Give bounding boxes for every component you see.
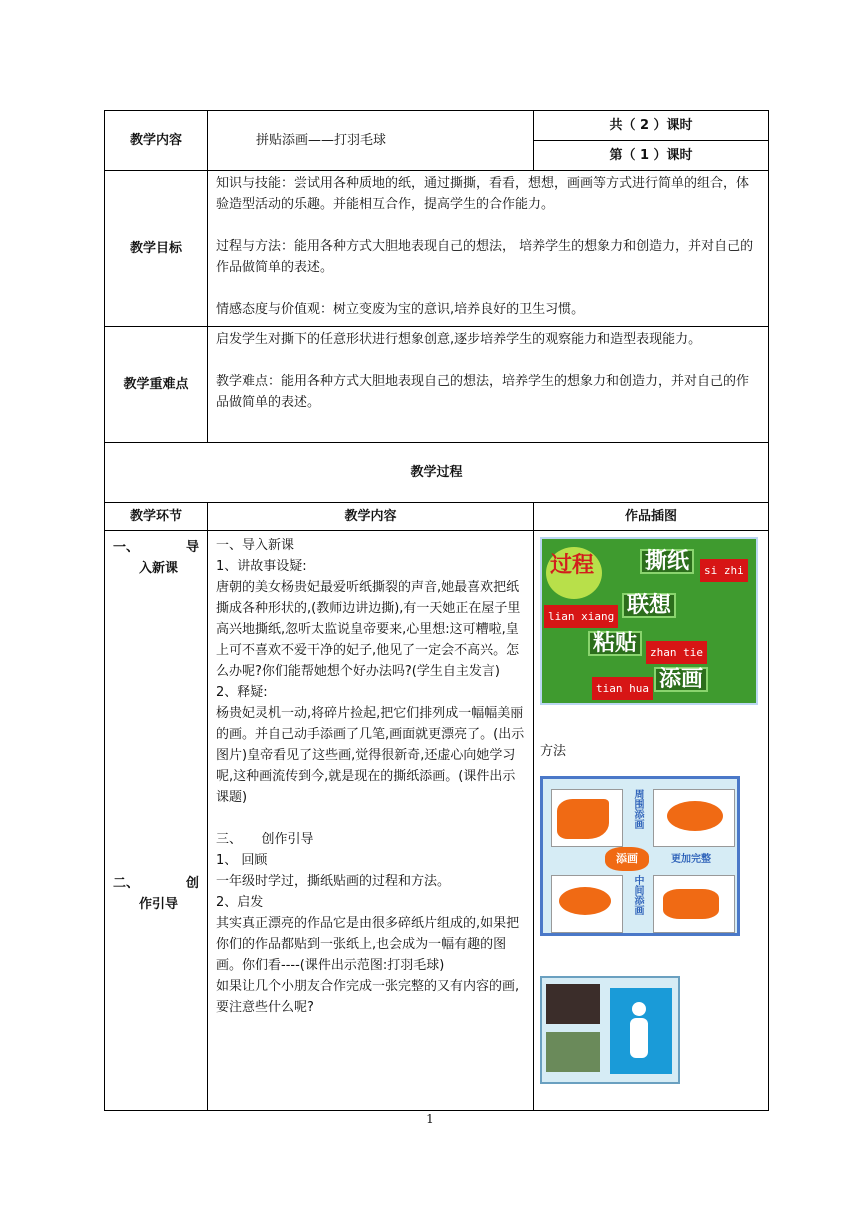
- difficult-point: 教学难点：能用各种方式大胆地表现自己的想法，培养学生的想象力和创造力，并对自己的作品做简单的表述。: [216, 374, 750, 410]
- figure1-word2: 联想: [622, 593, 676, 618]
- content-label: 教学内容: [105, 111, 208, 171]
- figure1-pinyin3: zhan tie: [646, 641, 707, 664]
- content-line: 唐朝的美女杨贵妃最爱听纸撕裂的声音,她最喜欢把纸撕成各种形状的,(教师边讲边撕),有一天她正在屋子里高兴地撕纸,忽听太监说皇帝要来,心里想:这可糟啦,皇上可不喜欢不爱干净的妃子,他见了一定会不高兴。怎么办呢?你们能帮她想个好办法吗?(学生自主发言): [216, 580, 521, 679]
- figure1-pinyin2: lian xiang: [544, 605, 618, 628]
- figure1-word3: 粘贴: [588, 631, 642, 656]
- objectives-label: 教学目标: [105, 171, 208, 327]
- figure-column: [534, 531, 769, 1111]
- badminton-figure: [540, 976, 680, 1084]
- stage2-number: 二、: [113, 876, 140, 891]
- lesson-plan-table: [104, 110, 769, 1111]
- method-figure: [540, 776, 740, 936]
- content-line: 三、 创作引导: [216, 832, 314, 847]
- content-line: 如果让几个小朋友合作完成一张完整的又有内容的画,要注意些什么呢?: [216, 979, 520, 1015]
- figure1-pinyin4: tian hua: [592, 677, 653, 700]
- objectives-text: [208, 171, 769, 327]
- page-number: 1: [426, 1112, 434, 1126]
- difficulties-text: [208, 327, 769, 443]
- total-periods: 共（ 2 ）课时: [534, 111, 769, 141]
- figure1-word1: 撕纸: [640, 549, 694, 574]
- label-surround: 周围添画: [632, 789, 643, 829]
- current-period: 第（ 1 ）课时: [534, 141, 769, 171]
- content-line: 1、 回顾: [216, 853, 268, 868]
- stage1-number: 一、: [113, 540, 140, 555]
- process-figure: [540, 537, 758, 705]
- stage2-rest: 作引导: [139, 897, 179, 912]
- stage1-char: 导: [185, 540, 199, 555]
- objective-emotion: 情感态度与价值观：树立变废为宝的意识,培养良好的卫生习惯。: [216, 302, 585, 317]
- label-complete: 更加完整: [671, 854, 711, 865]
- stage1-rest: 入新课: [139, 561, 179, 576]
- difficulties-label: 教学重难点: [105, 327, 208, 443]
- content-line: 一、导入新课: [216, 538, 295, 553]
- content-line: 杨贵妃灵机一动,将碎片捡起,把它们排列成一幅幅美丽的画。并自己动手添画了几笔,画面就更漂亮了。(出示图片)皇帝看见了这些画,觉得很新奇,还虚心向她学习呢,这种画流传到今,就是现在的撕纸添画。(课件出示课题): [216, 706, 525, 805]
- content-line: 2、启发: [216, 895, 264, 910]
- figure1-title: 过程: [550, 552, 595, 578]
- objective-knowledge: 知识与技能：尝试用各种质地的纸，通过撕撕，看看，想想，画画等方式进行简单的组合，体验造型活动的乐趣。并能相互合作，提高学生的合作能力。: [216, 176, 750, 212]
- stage-column: [105, 531, 208, 1111]
- label-center: 添画: [605, 847, 649, 871]
- col-content: 教学内容: [208, 503, 534, 531]
- figure-caption: 方法: [540, 744, 567, 759]
- col-figure: 作品插图: [534, 503, 769, 531]
- content-line: 1、讲故事设疑:: [216, 559, 307, 574]
- key-point: 启发学生对撕下的任意形状进行想象创意,逐步培养学生的观察能力和造型表现能力。: [216, 332, 702, 347]
- lesson-title: 拼贴添画——打羽毛球: [208, 111, 534, 171]
- label-middle: 中间添画: [632, 875, 643, 915]
- content-line: 其实真正漂亮的作品它是由很多碎纸片组成的,如果把你们的作品都贴到一张纸上,也会成为一幅有趣的图画。你们看----(课件出示范图:打羽毛球): [216, 916, 520, 973]
- process-title: 教学过程: [105, 443, 769, 503]
- objective-process: 过程与方法：能用各种方式大胆地表现自己的想法， 培养学生的想象力和创造力，并对自己的作品做简单的表述。: [216, 239, 754, 275]
- content-line: 一年级时学过，撕纸贴画的过程和方法。: [216, 874, 451, 889]
- content-column: [208, 531, 534, 1111]
- figure1-pinyin1: si zhi: [700, 559, 748, 582]
- stage2-char: 创: [185, 876, 199, 891]
- figure1-word4: 添画: [654, 667, 708, 692]
- col-stage: 教学环节: [105, 503, 208, 531]
- content-line: 2、释疑:: [216, 685, 268, 700]
